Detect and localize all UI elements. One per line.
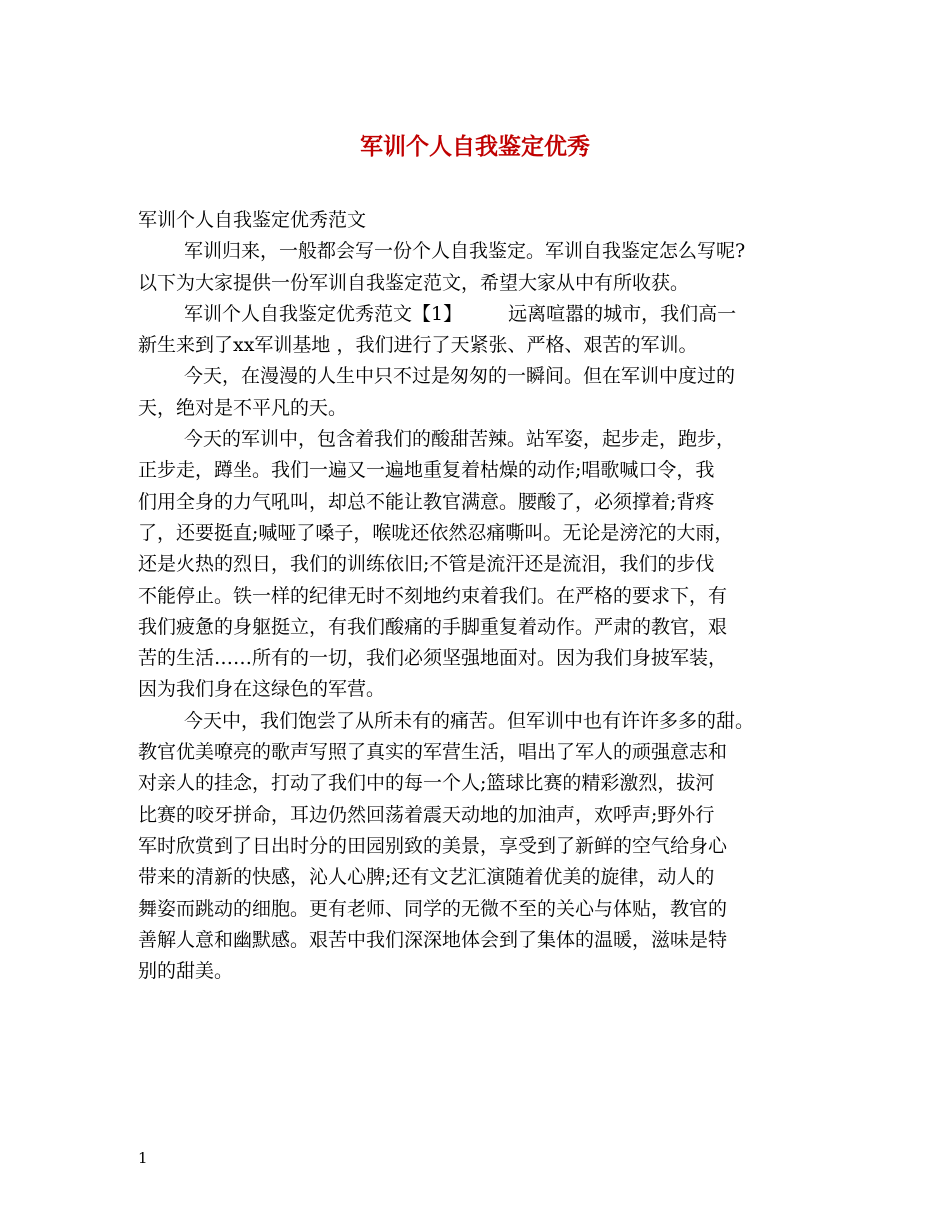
paragraph-line: 不能停止。铁一样的纪律无时不刻地约束着我们。在严格的要求下，有 bbox=[138, 584, 728, 607]
paragraph-line: 军训归来，一般都会写一份个人自我鉴定。军训自我鉴定怎么写呢? bbox=[184, 240, 746, 263]
paragraph-line: 因为我们身在这绿色的军营。 bbox=[138, 678, 386, 701]
document-body bbox=[138, 205, 828, 987]
paragraph-line: 天，绝对是不平凡的天。 bbox=[138, 396, 348, 419]
paragraph-training bbox=[138, 424, 828, 706]
paragraph-line bbox=[138, 299, 828, 330]
paragraph-today bbox=[138, 361, 828, 424]
paragraph-line: 教官优美嘹亮的歌声写照了真实的军营生活，唱出了军人的顽强意志和 bbox=[138, 741, 728, 764]
paragraph-line: 今天，在漫漫的人生中只不过是匆匆的一瞬间。但在军训中度过的 bbox=[184, 365, 736, 388]
paragraph-sweetness bbox=[138, 706, 828, 988]
paragraph-line: 了，还要挺直;喊哑了嗓子，喉咙还依然忍痛嘶叫。无论是滂沱的大雨， bbox=[138, 521, 734, 544]
paragraph-intro bbox=[138, 236, 828, 299]
subtitle-line: 军训个人自我鉴定优秀范文 bbox=[138, 209, 367, 231]
paragraph-section-heading bbox=[138, 299, 828, 362]
paragraph-line: 今天中，我们饱尝了从所未有的痛苦。但军训中也有许许多多的甜。 bbox=[184, 709, 755, 732]
document-subtitle bbox=[138, 205, 828, 236]
paragraph-line: 别的甜美。 bbox=[138, 960, 234, 983]
paragraph-line: 带来的清新的快感，沁人心脾;还有文艺汇演随着优美的旋律，动人的 bbox=[138, 866, 715, 889]
paragraph-line: 以下为大家提供一份军训自我鉴定范文，希望大家从中有所收获。 bbox=[138, 271, 690, 294]
section-heading: 军训个人自我鉴定优秀范文【1】 bbox=[184, 302, 463, 325]
paragraph-line: 比赛的咬牙拼命，耳边仍然回荡着震天动地的加油声，欢呼声;野外行 bbox=[138, 803, 715, 826]
paragraph-line: 苦的生活……所有的一切，我们必须坚强地面对。因为我们身披军装， bbox=[138, 647, 728, 670]
paragraph-line: 舞姿而跳动的细胞。更有老师、同学的无微不至的关心与体贴，教官的 bbox=[138, 897, 728, 920]
paragraph-line: 我们疲惫的身躯挺立，有我们酸痛的手脚重复着动作。严肃的教官，艰 bbox=[138, 615, 728, 638]
paragraph-line: 新生来到了xx军训基地 ，我们进行了天紧张、严格、艰苦的军训。 bbox=[138, 334, 698, 357]
document-title: 军训个人自我鉴定优秀 bbox=[360, 133, 590, 160]
paragraph-line: 正步走，蹲坐。我们一遍又一遍地重复着枯燥的动作;唱歌喊口令，我 bbox=[138, 459, 715, 482]
paragraph-line: 军时欣赏到了日出时分的田园别致的美景，享受到了新鲜的空气给身心 bbox=[138, 834, 728, 857]
paragraph-line: 们用全身的力气吼叫，却总不能让教官满意。腰酸了，必须撑着;背疼 bbox=[138, 490, 715, 513]
paragraph-line-text: 远离喧嚣的城市，我们高一 bbox=[508, 302, 737, 325]
page-number: 1 bbox=[138, 1149, 148, 1167]
paragraph-line: 今天的军训中，包含着我们的酸甜苦辣。站军姿，起步走，跑步， bbox=[184, 428, 736, 451]
paragraph-line: 对亲人的挂念，打动了我们中的每一个人;篮球比赛的精彩激烈，拔河 bbox=[138, 772, 715, 795]
paragraph-line: 还是火热的烈日，我们的训练依旧;不管是流汗还是流泪，我们的步伐 bbox=[138, 553, 715, 576]
paragraph-line: 善解人意和幽默感。艰苦中我们深深地体会到了集体的温暖，滋味是特 bbox=[138, 928, 728, 951]
